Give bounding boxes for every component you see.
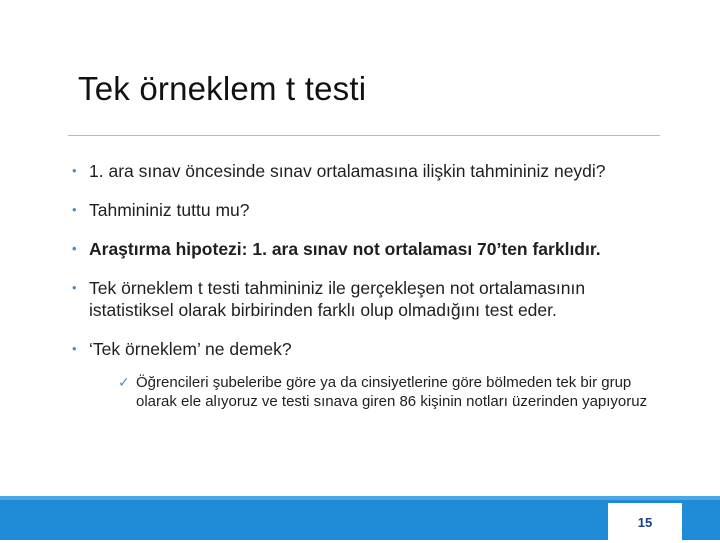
bullet-dot-icon: • xyxy=(72,341,77,356)
bullet-dot-icon: • xyxy=(72,202,77,217)
bullet-text: Araştırma hipotezi: 1. ara sınav not ortalaması 70’ten farklıdır. xyxy=(89,239,601,259)
bullet-item xyxy=(72,277,672,321)
bullet-item-hypothesis xyxy=(72,238,672,260)
bullet-text: ‘Tek örneklem’ ne demek? xyxy=(89,339,292,359)
bullet-item xyxy=(72,199,672,221)
bullet-text: Tahmininiz tuttu mu? xyxy=(89,200,250,220)
bullet-dot-icon: • xyxy=(72,241,77,256)
bullet-dot-icon: • xyxy=(72,163,77,178)
bullet-text: 1. ara sınav öncesinde sınav ortalamasına ilişkin tahmininiz neydi? xyxy=(89,161,606,181)
bullet-item xyxy=(72,338,672,360)
bullet-item xyxy=(72,160,672,182)
sub-bullet-text: Öğrencileri şubeleribe göre ya da cinsiyetlerine göre bölmeden tek bir grup olarak ele alıyoruz ve testi sınava giren 86 kişinin notları üzerinden yapıyoruz xyxy=(136,374,648,410)
title-divider xyxy=(68,135,660,136)
bullet-list xyxy=(72,160,672,411)
checkmark-icon: ✓ xyxy=(118,374,130,390)
slide-title: Tek örneklem t testi xyxy=(78,70,367,107)
sub-bullet-item xyxy=(118,373,656,411)
bullet-text: Tek örneklem t testi tahmininiz ile gerçekleşen not ortalamasının istatistiksel olarak birbirinden farklı olup olmadığını test eder. xyxy=(89,278,586,320)
page-number: 15 xyxy=(637,515,653,530)
footer-bar-highlight xyxy=(0,496,720,500)
bullet-dot-icon: • xyxy=(72,280,77,295)
